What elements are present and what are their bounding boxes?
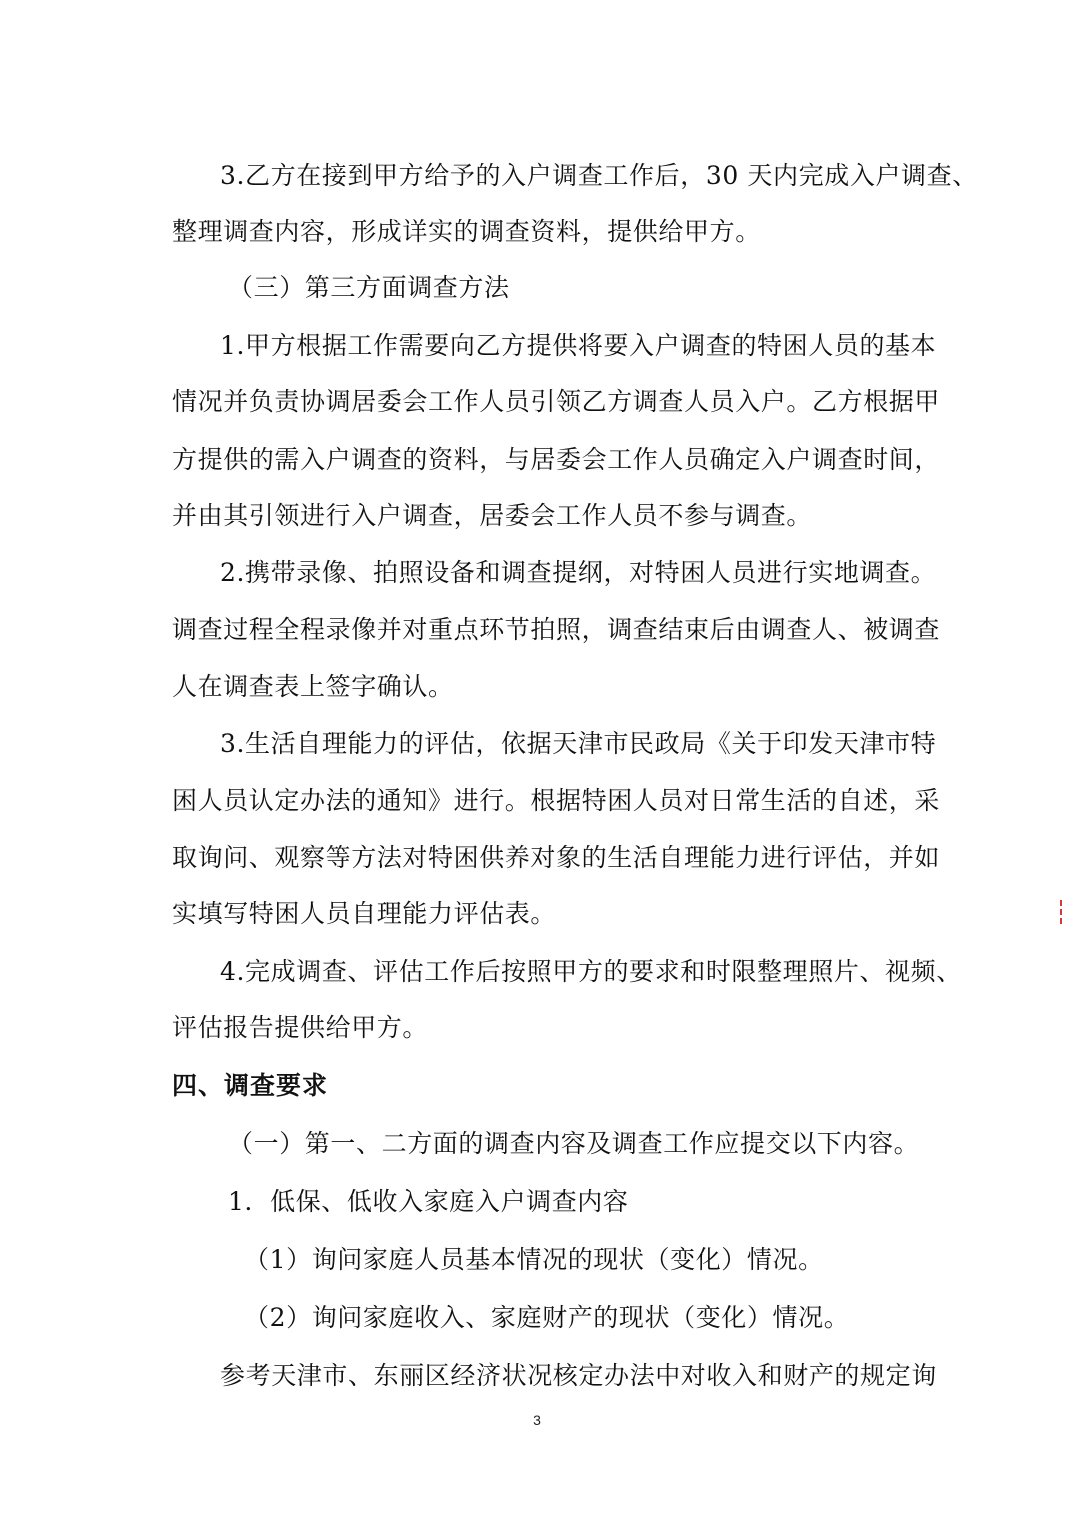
paragraph-line: 实填写特困人员自理能力评估表。 xyxy=(172,899,557,928)
paragraph-line: 参考天津市、东丽区经济状况核定办法中对收入和财产的规定询 xyxy=(220,1361,937,1390)
paragraph-line: 3.生活自理能力的评估，依据天津市民政局《关于印发天津市特 xyxy=(220,729,937,758)
list-heading: 1．低保、低收入家庭入户调查内容 xyxy=(228,1187,629,1216)
paragraph-line: 困人员认定办法的通知》进行。根据特困人员对日常生活的自述，采 xyxy=(172,786,941,815)
page-number: 3 xyxy=(533,1412,541,1428)
paragraph-line: 调查过程全程录像并对重点环节拍照，调查结束后由调查人、被调查 xyxy=(172,615,941,644)
paragraph-line: 情况并负责协调居委会工作人员引领乙方调查人员入户。乙方根据甲 xyxy=(172,387,941,416)
edge-mark xyxy=(1060,900,1065,924)
paragraph-line: 整理调查内容，形成详实的调查资料，提供给甲方。 xyxy=(172,217,761,246)
paragraph-line: 取询问、观察等方法对特困供养对象的生活自理能力进行评估，并如 xyxy=(172,843,941,872)
paragraph-line: 方提供的需入户调查的资料，与居委会工作人员确定入户调查时间， xyxy=(172,445,941,474)
section-subheading: （三）第三方面调查方法 xyxy=(228,273,510,302)
paragraph-line: 3.乙方在接到甲方给予的入户调查工作后，30 天内完成入户调查、 xyxy=(220,161,978,190)
section-heading: 四、调查要求 xyxy=(172,1071,329,1100)
paragraph-line: 评估报告提供给甲方。 xyxy=(172,1013,429,1042)
paragraph-line: 2.携带录像、拍照设备和调查提纲，对特困人员进行实地调查。 xyxy=(220,558,937,587)
paragraph-line: 人在调查表上签字确认。 xyxy=(172,672,454,701)
paragraph-line: 并由其引领进行入户调查，居委会工作人员不参与调查。 xyxy=(172,501,813,530)
paragraph-line: 4.完成调查、评估工作后按照甲方的要求和时限整理照片、视频、 xyxy=(220,957,962,986)
list-item: （1）询问家庭人员基本情况的现状（变化）情况。 xyxy=(244,1245,824,1274)
list-item: （2）询问家庭收入、家庭财产的现状（变化）情况。 xyxy=(244,1303,850,1332)
paragraph-line: 1.甲方根据工作需要向乙方提供将要入户调查的特困人员的基本 xyxy=(220,331,937,360)
section-subheading: （一）第一、二方面的调查内容及调查工作应提交以下内容。 xyxy=(228,1129,920,1158)
